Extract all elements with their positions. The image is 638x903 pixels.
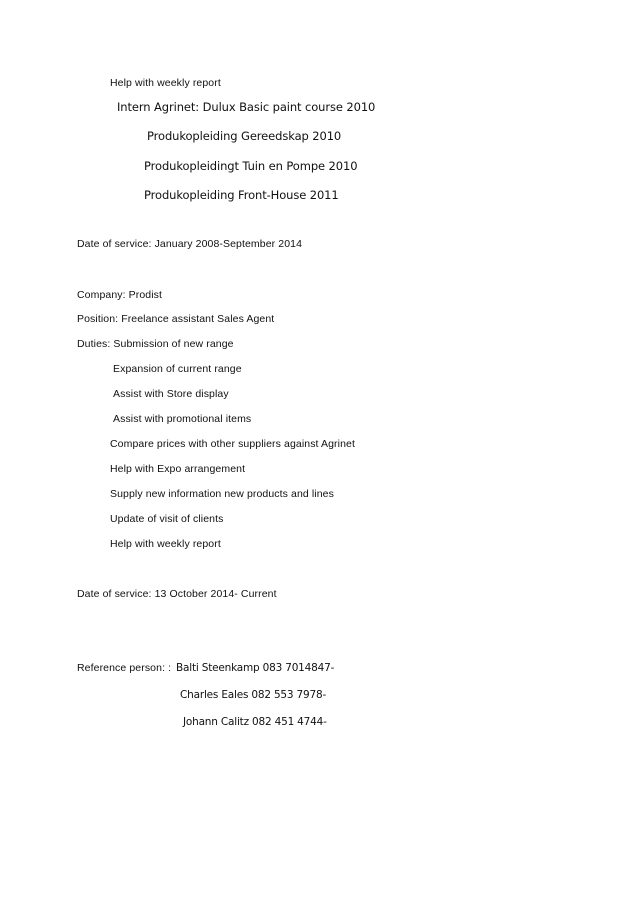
duty-weekly-report-top: Help with weekly report — [110, 77, 221, 89]
duty-item: Compare prices with other suppliers against Agrinet — [110, 438, 355, 450]
duty-item: Update of visit of clients — [110, 513, 224, 525]
reference-person: Charles Eales 082 553 7978- — [180, 689, 327, 701]
reference-person: Balti Steenkamp 083 7014847- — [176, 662, 335, 674]
duty-item: Expansion of current range — [113, 363, 242, 375]
service-date-2: Date of service: 13 October 2014- Current — [77, 588, 277, 600]
course-line: Produkopleiding Front-House 2011 — [144, 188, 339, 202]
company-line: Company: Prodist — [77, 289, 163, 301]
service-date-1: Date of service: January 2008-September 2014 — [77, 238, 303, 250]
course-line: Produkopleidingt Tuin en Pompe 2010 — [144, 159, 358, 173]
duty-item: Assist with promotional items — [113, 413, 252, 425]
duty-item: Supply new information new products and lines — [110, 488, 334, 500]
duty-item: Help with weekly report — [110, 538, 221, 550]
reference-person: Johann Calitz 082 451 4744- — [183, 716, 327, 728]
duty-item: Help with Expo arrangement — [110, 463, 246, 475]
reference-label: Reference person: : — [77, 662, 172, 674]
duties-label: Duties: Submission of new range — [77, 338, 234, 350]
duty-item: Assist with Store display — [113, 388, 229, 400]
position-line: Position: Freelance assistant Sales Agent — [77, 313, 275, 325]
course-line: Produkopleiding Gereedskap 2010 — [147, 129, 342, 143]
course-line: Intern Agrinet: Dulux Basic paint course 2010 — [117, 100, 376, 114]
